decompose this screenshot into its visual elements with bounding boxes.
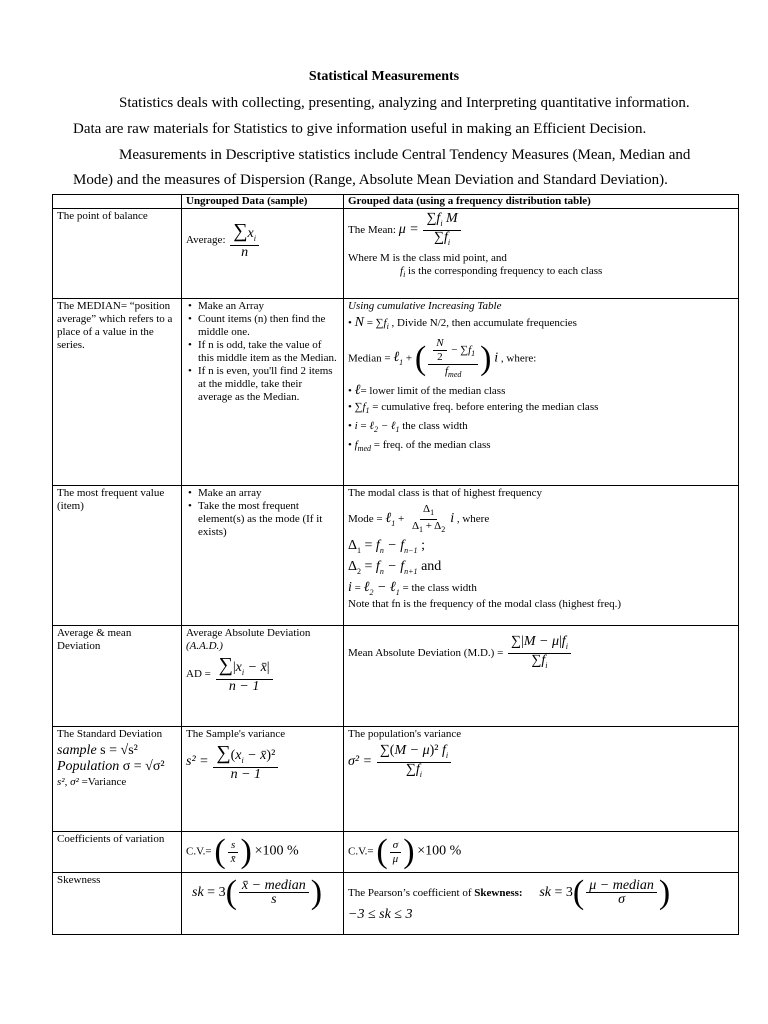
mode-grouped-cell: The modal class is that of highest frequency Mode = ℓ$_1$ + $\frac{\Delta_1}{\Delta_1 + \Delta_2}$ i , where $\Delta_1 = f_n - f_{n-1}$ ; $\Delta_2 = f_n - f_{n+1}$ and i = ℓ$_2$ − ℓ$_1$ = the class width Note that fn is the frequency of the modal class (highest freq.) <box>344 485 739 626</box>
sample-mean-formula: $\frac{\sum x_i}{n}$ <box>230 222 259 259</box>
list-item: • Make an Array <box>198 300 339 313</box>
measurements-table <box>52 194 739 935</box>
skewness-grouped-cell: The Pearson’s coefficient of Skewness: sk = 3( $\frac{\text{μ − median}}{\sigma}$ ) −3 ≤ sk ≤ 3 <box>344 872 739 934</box>
deviation-ungrouped-cell <box>182 626 344 727</box>
list-item: • Count items (n) then find the middle one. <box>198 313 339 339</box>
std-sample-word: sample <box>57 742 97 758</box>
median-formula-label: Median = <box>348 352 391 365</box>
mode-intro: The modal class is that of highest frequency <box>348 486 542 499</box>
header-blank <box>53 195 182 209</box>
mode-class-width: = the class width <box>402 581 477 594</box>
list-item: • Take the most frequent element(s) as the mode (If it exists) <box>198 500 339 539</box>
median-lower-limit: = lower limit of the median class <box>360 384 506 397</box>
mode-note: Note that fn is the frequency of the modal class (highest freq.) <box>348 598 622 611</box>
ad-formula: $\frac{\sum|x_i - x̄|}{n - 1}$ <box>216 656 273 693</box>
cv-label: Coefficients of variation <box>53 832 182 872</box>
std-ungrouped-cell: The Sample's variance s² = $\frac{\sum(x_i - x̄)^2}{n - 1}$ <box>182 726 344 832</box>
median-where: , where: <box>500 352 537 365</box>
list-item: • Make an array <box>198 487 339 500</box>
median-formula-fraction: $\frac{N}{2}$ − $\sum f_1$ $f_{med}$ <box>428 337 478 381</box>
cv-ungrouped-cell: C.V.= ( $\frac{s}{x̄}$ ) ×100 % <box>182 832 344 872</box>
intro-paragraph-2: Measurements in Descriptive statistics include Central Tendency Measures (Mean, Median and <box>119 147 691 163</box>
median-steps-list <box>186 300 339 404</box>
mean-label-grouped: The Mean: <box>348 223 396 236</box>
intro-paragraph-2-cont: Mode) and the measures of Dispersion (Range, Absolute Mean Deviation and Standard Deviation). <box>73 172 668 188</box>
std-label-cell: The Standard Deviation sample s = √s² Population σ = √σ² s², σ² =Variance <box>53 726 182 832</box>
sample-variance-formula: $\frac{\sum(x_i - x̄)^2}{n - 1}$ <box>213 744 278 781</box>
intro-paragraph-1: Statistics deals with collecting, presenting, analyzing and Interpreting quantitative information. <box>119 95 690 111</box>
table-row-mode <box>53 485 739 626</box>
cv-prefix-sample: C.V.= <box>186 845 212 858</box>
cv-pct-sample: 100 % <box>262 843 299 859</box>
skew-median-word-sample: median <box>264 878 306 894</box>
intro-paragraph-1-cont: Data are raw materials for Statistics to give information useful in making an Efficient Decision. <box>73 121 647 137</box>
md-formula: $\frac{\sum|M - \mu|f_i}{\sum f_i}$ <box>508 635 571 672</box>
mode-and: and <box>421 558 442 574</box>
deviation-label: Average & mean Deviation <box>53 626 182 727</box>
skewness-ungrouped-cell: sk = 3( $\frac{\text{x̄ − median}}{s}$ ) <box>182 872 344 934</box>
median-class-width: the class width <box>402 420 468 433</box>
mode-ungrouped-cell <box>182 485 344 626</box>
std-label: The Standard Deviation <box>57 727 163 740</box>
table-row-skewness <box>53 872 739 934</box>
list-item: • If n is odd, take the value of this middle item as the Median. <box>198 339 339 365</box>
mean-note-1: Where M is the class mid point, and <box>348 251 507 264</box>
population-variance-formula: $\frac{\sum(M - \mu)^2 f_i}{\sum f_i}$ <box>377 744 451 781</box>
aad-abbr: (A.A.D.) <box>186 640 223 653</box>
pearson-label-bold: Skewness: <box>474 886 523 899</box>
mean-label: The point of balance <box>53 209 182 298</box>
pearson-label: The Pearson’s coefficient of <box>348 886 472 899</box>
sample-variance-title: The Sample's variance <box>186 727 286 740</box>
md-label: Mean Absolute Deviation (M.D.) = <box>348 647 504 660</box>
mean-note-2: is the corresponding frequency to each class <box>408 264 603 277</box>
std-variance: =Variance <box>81 775 127 788</box>
table-row-std <box>53 726 739 832</box>
average-label: Average: <box>186 233 226 246</box>
median-cum-freq: = cumulative freq. before entering the median class <box>372 400 599 413</box>
mode-where: , where <box>456 512 490 525</box>
table-row-mean <box>53 209 739 298</box>
mean-grouped-cell: The Mean: μ = $\frac{\sum f_i M}{\sum f_i}$ Where M is the class mid point, and $f_i$ is the corresponding frequency to each class <box>344 209 739 298</box>
table-row-deviation <box>53 626 739 727</box>
mode-formula-label: Mode = <box>348 512 383 525</box>
skewness-bound: −3 ≤ sk ≤ 3 <box>348 906 413 922</box>
median-heading: Using cumulative Increasing Table <box>348 299 502 312</box>
median-grouped-cell: Using cumulative Increasing Table • $N = \sum f_i$ , Divide N/2, then accumulate frequencies Median = ℓ$_1$ + ( $\frac{N}{2}$ − $\sum f_1$ $f_{med}$ ) i , where: • ℓ= lower limit of the median class • $\sum f_1$ = cumulative freq. before entering the median class • i = ℓ$_2$ − ℓ$_1$ the class width • $f_{med}$ = freq. of the median class <box>344 298 739 485</box>
mean-ungrouped-cell <box>182 209 344 298</box>
cv-pct-population: 100 % <box>425 843 462 859</box>
header-grouped: Grouped data (using a frequency distribution table) <box>344 195 739 209</box>
population-variance-title: The population's variance <box>348 727 462 740</box>
header-ungrouped: Ungrouped Data (sample) <box>182 195 344 209</box>
cv-prefix-population: C.V.= <box>348 845 374 858</box>
median-ungrouped-cell <box>182 298 344 485</box>
cv-grouped-cell: C.V.= ( $\frac{\sigma}{\mu}$ ) ×100 % <box>344 832 739 872</box>
skewness-label: Skewness <box>53 872 182 934</box>
table-row-median <box>53 298 739 485</box>
table-header-row <box>53 195 739 209</box>
aad-title: Average Absolute Deviation <box>186 627 311 640</box>
median-divide-text: , Divide N/2, then accumulate frequencies <box>391 316 577 329</box>
median-fmed: = freq. of the median class <box>373 439 491 452</box>
std-population-word: Population <box>57 758 120 774</box>
list-item: • If n is even, you'll find 2 items at the middle, take their average as the Median. <box>198 365 339 404</box>
skew-median-word-population: median <box>612 878 654 894</box>
mode-steps-list <box>186 487 339 539</box>
table-row-cv <box>53 832 739 872</box>
std-grouped-cell: The population's variance σ² = $\frac{\sum(M - \mu)^2 f_i}{\sum f_i}$ <box>344 726 739 832</box>
mode-label: The most frequent value (item) <box>53 485 182 626</box>
grouped-mean-formula: $\frac{\sum f_i M}{\sum f_i}$ <box>423 212 460 249</box>
deviation-grouped-cell <box>344 626 739 727</box>
page-title: Statistical Measurements <box>308 69 460 84</box>
median-label: The MEDIAN= “position average” which refers to a place of a value in the series. <box>53 298 182 485</box>
ad-label: AD = <box>186 668 211 681</box>
